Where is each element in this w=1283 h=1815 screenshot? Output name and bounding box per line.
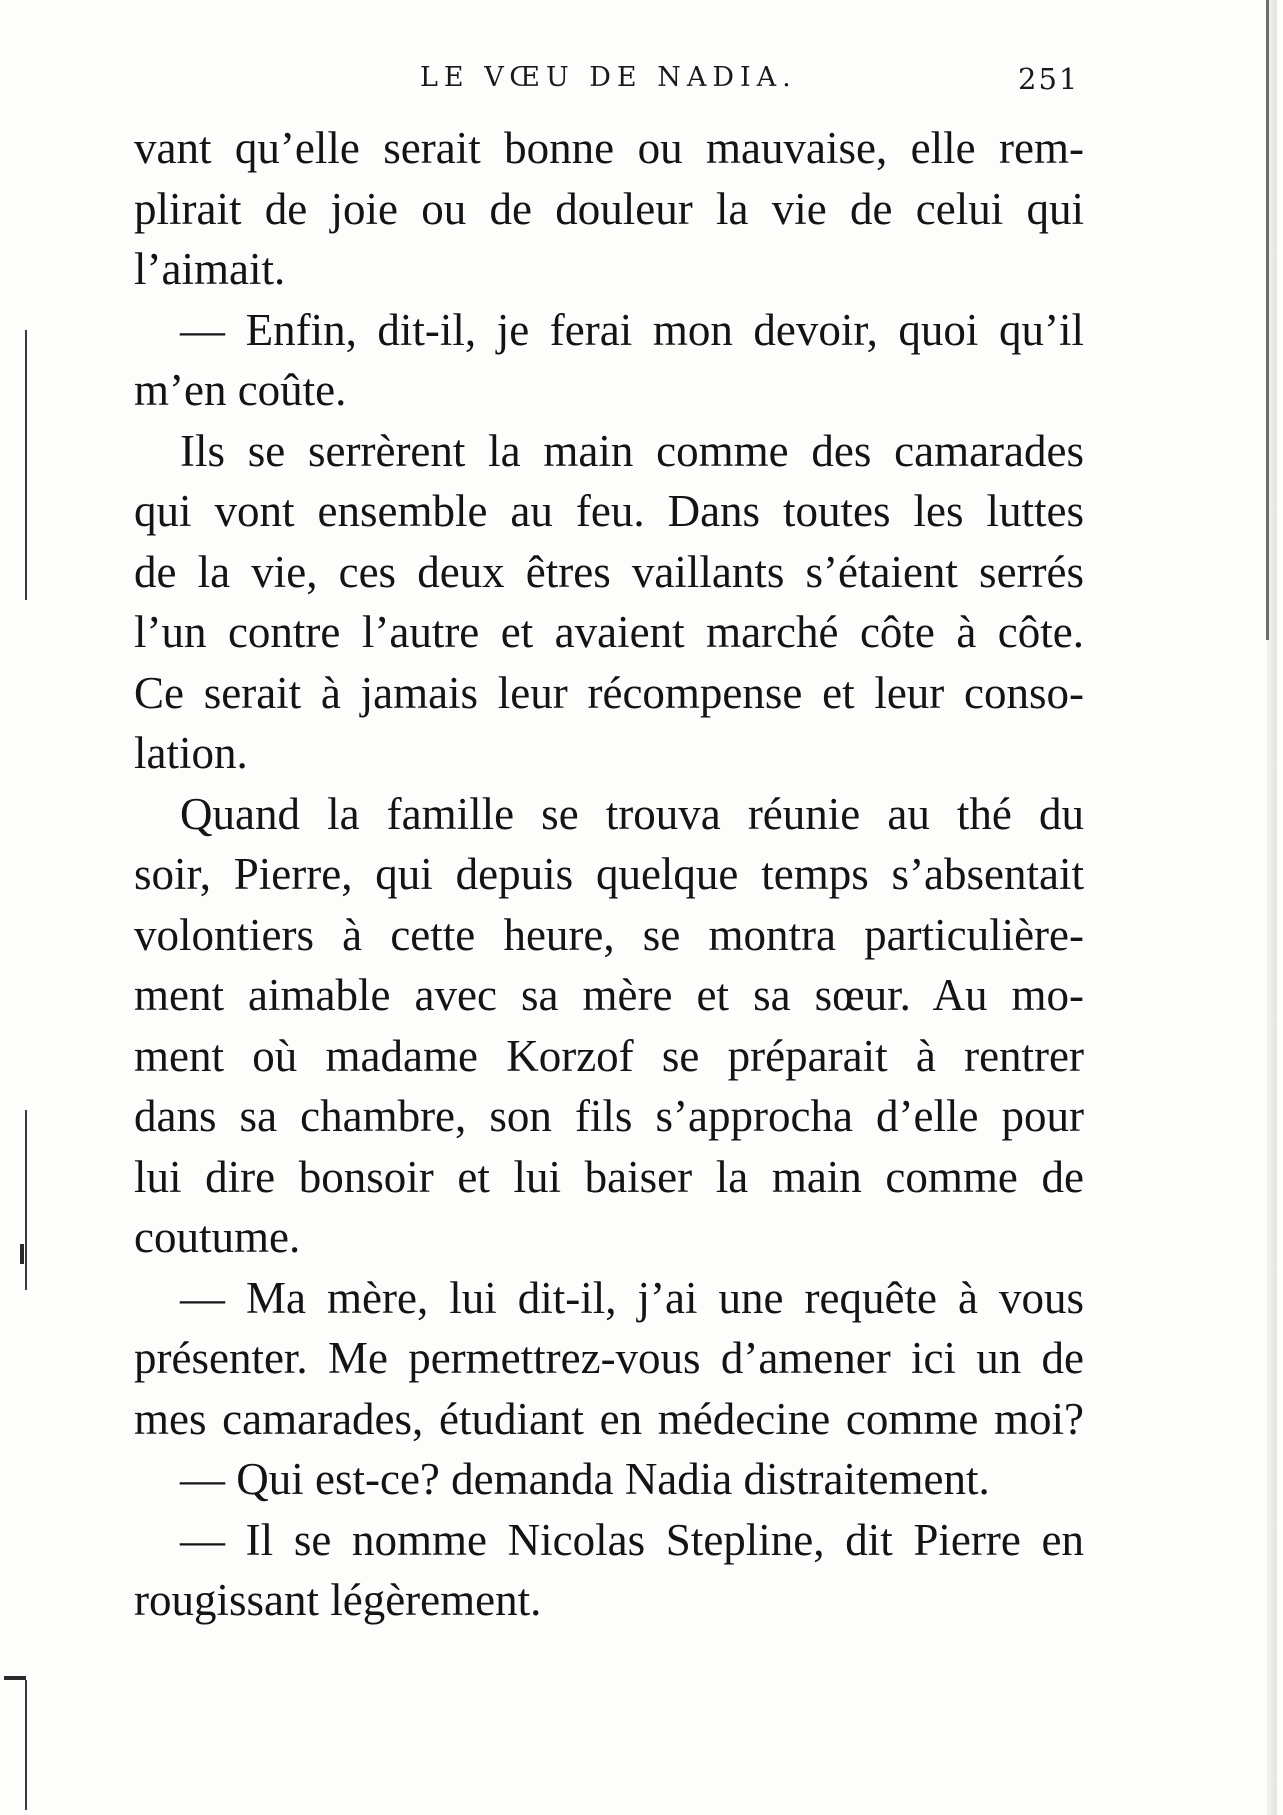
- scan-mark: [20, 1244, 24, 1264]
- binding-rule-right: [1266, 0, 1269, 640]
- text-line: — Qui est-ce? demanda Nadia distraitement.: [180, 1454, 990, 1504]
- text-line: lui dire bonsoir et lui baiser la main comme de: [134, 1151, 1084, 1202]
- text-line: vant qu’elle serait bonne ou mauvaise, elle rem-: [134, 123, 1084, 173]
- text-line: de la vie, ces deux êtres vaillants s’étaient serrés: [134, 546, 1084, 597]
- text-line: m’en coûte.: [134, 365, 347, 415]
- binding-rule-left: [25, 1110, 27, 1290]
- text-line: ment où madame Korzof se préparait à rentrer: [134, 1030, 1084, 1081]
- text-line: lation.: [134, 728, 248, 778]
- scan-mark: [4, 1676, 26, 1680]
- text-line: qui vont ensemble au feu. Dans toutes les luttes: [134, 486, 1084, 536]
- text-line: — Enfin, dit-il, je ferai mon devoir, quoi qu’il: [180, 304, 1084, 355]
- running-title: LE VŒU DE NADIA.: [420, 62, 797, 93]
- text-line: rougissant légèrement.: [134, 1575, 542, 1625]
- text-line: Quand la famille se trouva réunie au thé du: [180, 788, 1084, 839]
- text-line: plirait de joie ou de douleur la vie de celui qui: [134, 183, 1084, 234]
- binding-rule-left: [25, 1680, 27, 1810]
- text-line: ment aimable avec sa mère et sa sœur. Au mo-: [134, 970, 1084, 1020]
- text-line: — Il se nomme Nicolas Stepline, dit Pierre en: [180, 1514, 1084, 1565]
- binding-rule-left: [25, 330, 27, 600]
- text-line: mes camarades, étudiant en médecine comme moi?: [134, 1393, 1084, 1444]
- text-line: Ce serait à jamais leur récompense et leur conso-: [134, 667, 1084, 718]
- body-text: [134, 118, 1084, 1631]
- text-line: soir, Pierre, qui depuis quelque temps s’absentait: [134, 849, 1084, 899]
- text-line: l’un contre l’autre et avaient marché côte à côte.: [134, 607, 1084, 657]
- text-line: volontiers à cette heure, se montra particulière-: [134, 909, 1084, 960]
- page-number: 251: [1018, 62, 1080, 96]
- text-line: dans sa chambre, son fils s’approcha d’elle pour: [134, 1091, 1084, 1141]
- text-line: présenter. Me permettrez-vous d’amener ici un de: [134, 1333, 1084, 1383]
- text-line: coutume.: [134, 1212, 301, 1262]
- text-line: — Ma mère, lui dit-il, j’ai une requête à vous: [180, 1272, 1084, 1323]
- text-line: Ils se serrèrent la main comme des camarades: [180, 425, 1084, 476]
- text-line: l’aimait.: [134, 244, 286, 294]
